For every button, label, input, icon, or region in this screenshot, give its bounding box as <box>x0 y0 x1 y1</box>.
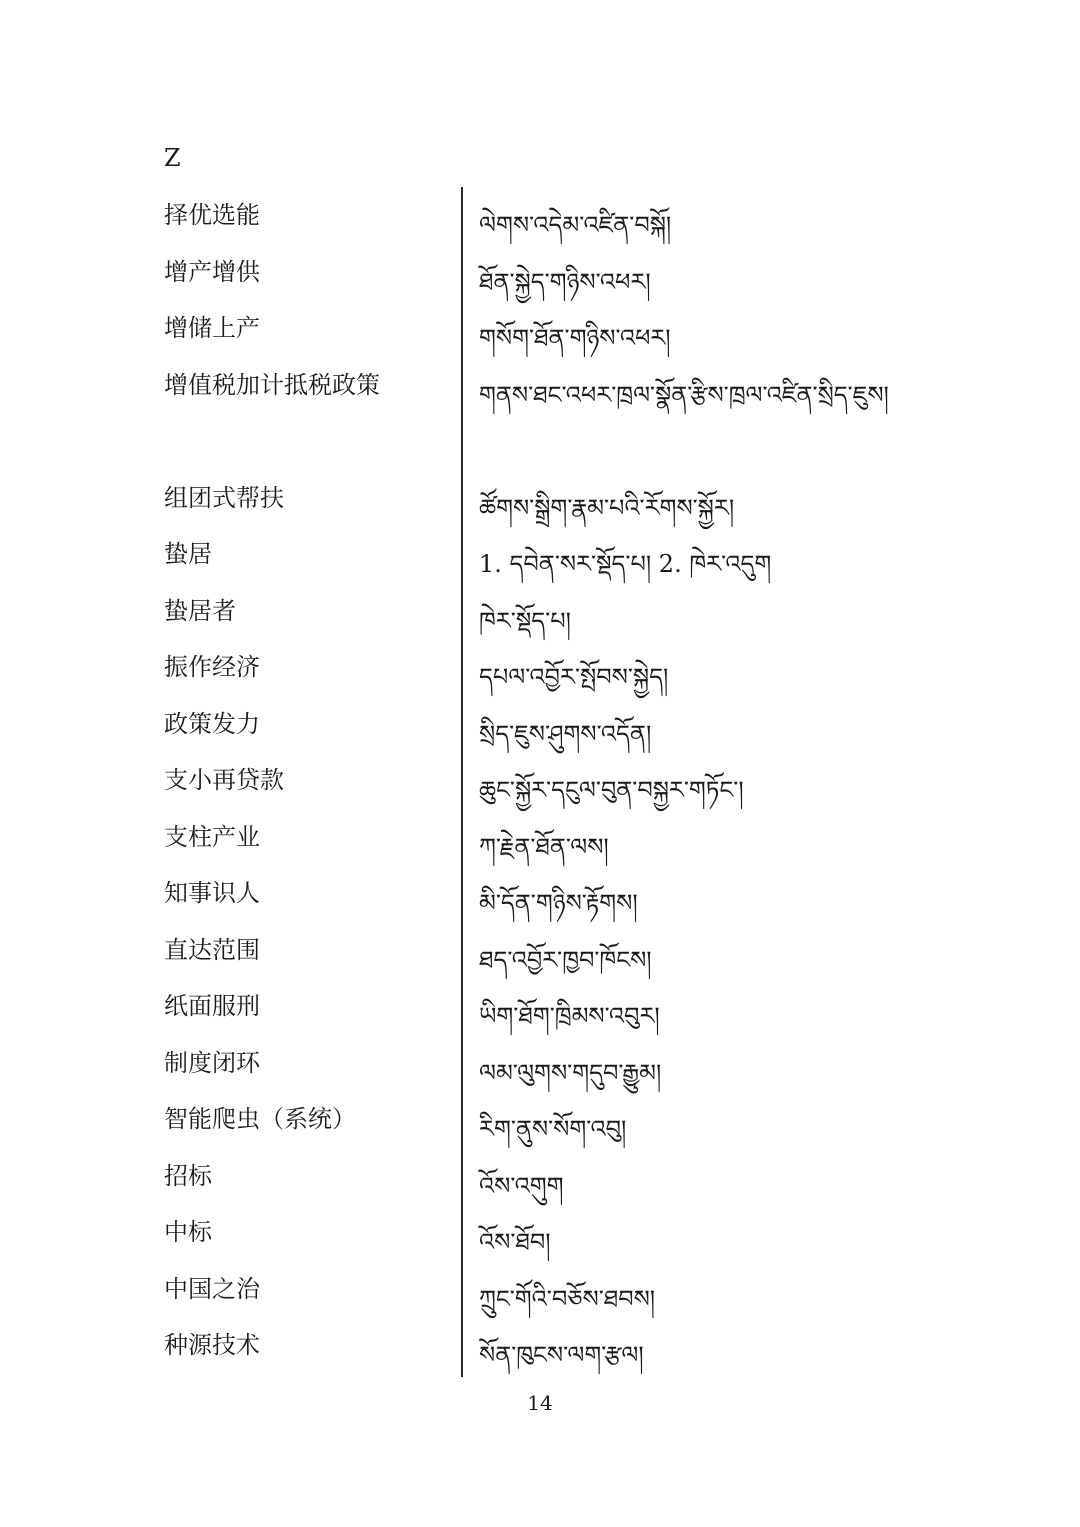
chinese-term: 增值税加计抵税政策 <box>164 370 380 399</box>
tibetan-translation: 1. དབེན་སར་སྡོད་པ། 2. ཁེར་འདུག <box>479 550 772 578</box>
chinese-term: 支小再贷款 <box>164 766 284 794</box>
glossary-entry <box>0 639 1080 696</box>
chinese-term: 振作经济 <box>164 653 260 681</box>
tibetan-translation: སྲིད་ཇུས་ཤུགས་འདོན། <box>479 719 652 748</box>
chinese-term: 蛰居 <box>164 540 212 568</box>
tibetan-translation: སོན་ཁུངས་ལག་རྩལ། <box>479 1341 644 1369</box>
chinese-term: 纸面服刑 <box>164 992 260 1020</box>
glossary-entry <box>0 809 1080 866</box>
glossary-entry <box>0 1148 1080 1205</box>
tibetan-translation: གསོག་ཐོན་གཉིས་འཕར། <box>479 324 671 352</box>
glossary-entry <box>0 922 1080 979</box>
tibetan-translation: ཁེར་སྡོད་པ། <box>479 606 571 635</box>
glossary-entry <box>0 583 1080 640</box>
chinese-term: 政策发力 <box>164 709 260 738</box>
glossary-entry <box>0 357 1080 470</box>
chinese-term: 智能爬虫（系统） <box>164 1105 356 1133</box>
chinese-term: 择优选能 <box>164 201 260 229</box>
glossary-entries <box>0 187 1080 1374</box>
tibetan-translation: དཔལ་འབྱོར་སྤོབས་སྐྱེད། <box>479 663 669 691</box>
glossary-entry <box>0 1204 1080 1261</box>
tibetan-translation: རིག་ནུས་སོག་འབུ། <box>479 1115 627 1143</box>
glossary-entry <box>0 526 1080 583</box>
chinese-term: 种源技术 <box>164 1331 260 1359</box>
glossary-entry <box>0 300 1080 357</box>
glossary-entry <box>0 187 1080 244</box>
tibetan-translation: ཆུང་སྐྱོར་དངུལ་བུན་བསྐྱར་གཏོང་། <box>479 776 744 804</box>
tibetan-translation: ལེགས་འདེམ་འཛིན་བསྐོ། <box>479 211 672 239</box>
chinese-term: 蛰居者 <box>164 596 236 625</box>
glossary-entry <box>0 1035 1080 1092</box>
glossary-entry <box>0 752 1080 809</box>
chinese-term: 增储上产 <box>164 314 260 342</box>
chinese-term: 中国之治 <box>164 1274 260 1303</box>
glossary-entry <box>0 696 1080 753</box>
tibetan-translation: འོས་འགུག <box>479 1171 564 1200</box>
tibetan-translation: ཐད་འབྱོར་ཁྱབ་ཁོངས། <box>479 945 652 974</box>
glossary-entry <box>0 1091 1080 1148</box>
glossary-entry <box>0 865 1080 922</box>
chinese-term: 增产增供 <box>164 257 260 286</box>
tibetan-translation: ཀྲུང་གོའི་བཅོས་ཐབས། <box>479 1284 656 1313</box>
glossary-entry <box>0 978 1080 1035</box>
chinese-term: 知事识人 <box>164 879 260 907</box>
tibetan-translation: འོས་ཐོབ། <box>479 1228 551 1256</box>
tibetan-translation: ལམ་ལུགས་གདུབ་རྒྱུམ། <box>479 1058 662 1087</box>
tibetan-translation: ཀ་རྗེན་ཐོན་ལས། <box>479 832 609 861</box>
glossary-entry <box>0 1261 1080 1318</box>
tibetan-translation: མི་དོན་གཉིས་རྟོགས། <box>479 889 638 917</box>
chinese-term: 中标 <box>164 1218 212 1246</box>
chinese-term: 支柱产业 <box>164 822 260 851</box>
glossary-entry <box>0 470 1080 527</box>
chinese-term: 直达范围 <box>164 935 260 964</box>
chinese-term: 制度闭环 <box>164 1048 260 1077</box>
section-letter: Z <box>164 144 181 172</box>
tibetan-translation: ཚོགས་སྒྲིག་རྣམ་པའི་རོགས་སྐྱོར། <box>479 493 735 522</box>
glossary-entry <box>0 1317 1080 1374</box>
chinese-term: 招标 <box>164 1161 212 1190</box>
tibetan-translation: ཐོན་སྐྱེད་གཉིས་འཕར། <box>479 267 651 296</box>
chinese-term: 组团式帮扶 <box>164 483 284 512</box>
tibetan-translation: གནས་ཐང་འཕར་ཁྲལ་སྣོན་རྩིས་ཁྲལ་འཛིན་སྲིད་ཇུས། <box>479 380 889 409</box>
page-number: 14 <box>527 1391 553 1415</box>
tibetan-translation: ཡིག་ཐོག་ཁྲིམས་འབུར། <box>479 1002 660 1030</box>
glossary-entry <box>0 244 1080 301</box>
